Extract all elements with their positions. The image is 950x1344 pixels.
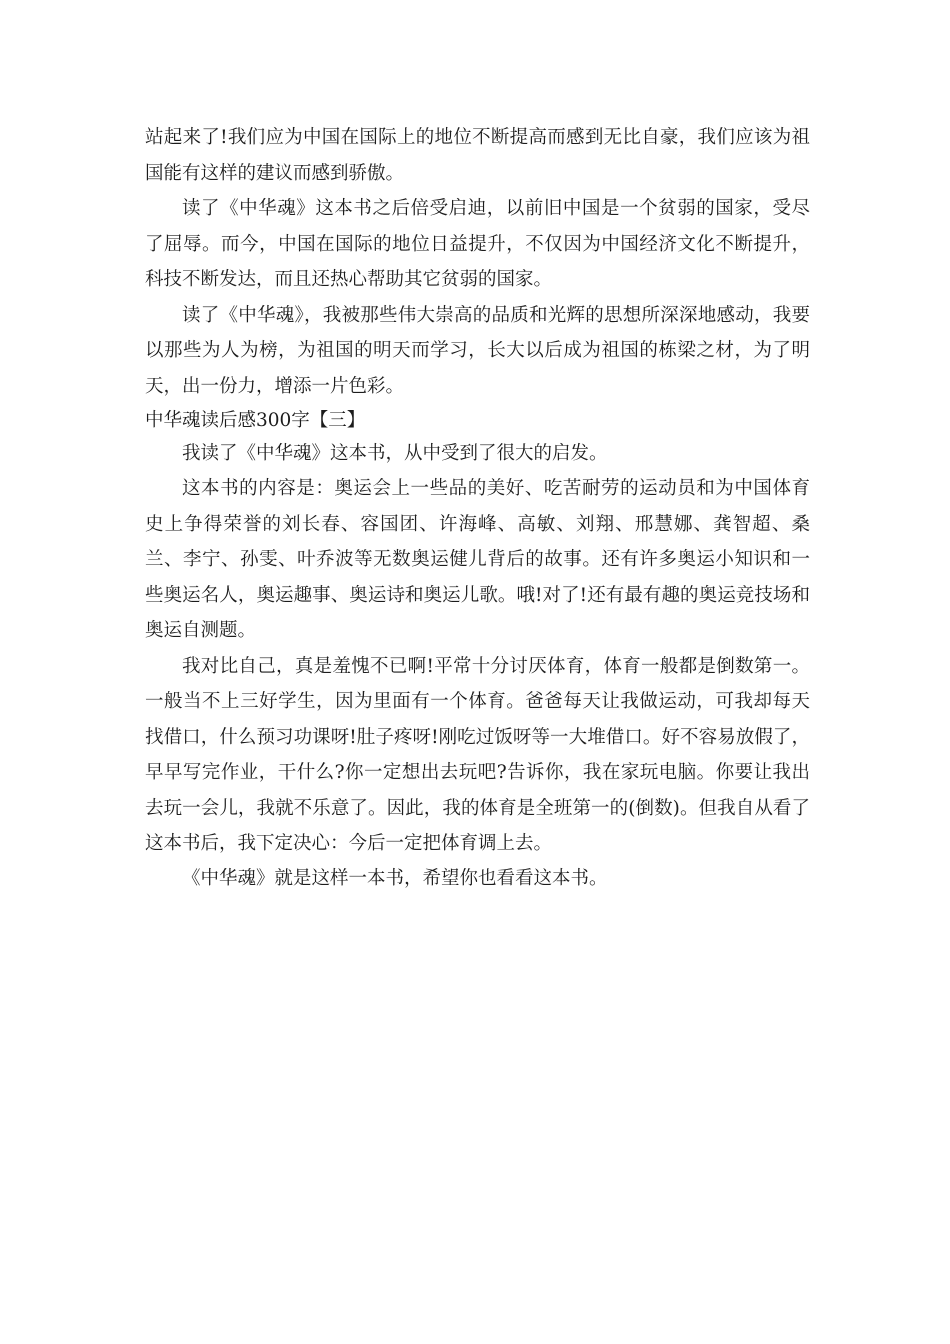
paragraph: 读了《中华魂》这本书之后倍受启迪，以前旧中国是一个贫弱的国家，受尽了屈辱。而今，中国在国际的地位日益提升，不仅因为中国经济文化不断提升，科技不断发达，而且还热心帮助其它贫弱的国家。 [145, 198, 810, 290]
paragraph: 《中华魂》就是这样一本书，希望你也看看这本书。 [182, 867, 608, 889]
paragraph: 这本书的内容是：奥运会上一些品的美好、吃苦耐劳的运动员和为中国体育史上争得荣誉的刘长春、容国团、许海峰、高敏、刘翔、邢慧娜、龚智超、桑兰、李宁、孙雯、叶乔波等无数奥运健儿背后的故事。还有许多奥运小知识和一些奥运名人，奥运趣事、奥运诗和奥运儿歌。哦!对了!还有最有趣的奥运竞技场和奥运自测题。 [145, 478, 810, 641]
paragraph: 我对比自己，真是羞愧不已啊!平常十分讨厌体育，体育一般都是倒数第一。一般当不上三好学生，因为里面有一个体育。爸爸每天让我做运动，可我却每天找借口，什么预习功课呀!肚子疼呀!刚吃过饭呀等一大堆借口。好不容易放假了，早早写完作业，干什么?你一定想出去玩吧?告诉你，我在家玩电脑。你要让我出去玩一会儿，我就不乐意了。因此，我的体育是全班第一的(倒数)。但我自从看了这本书后，我下定决心：今后一定把体育调上去。 [145, 655, 810, 854]
paragraph: 站起来了!我们应为中国在国际上的地位不断提高而感到无比自豪，我们应该为祖国能有这样的建议而感到骄傲。 [145, 127, 811, 184]
paragraph: 我读了《中华魂》这本书，从中受到了很大的启发。 [182, 443, 608, 464]
paragraph: 读了《中华魂》，我被那些伟大崇高的品质和光辉的思想所深深地感动，我要以那些为人为榜，为祖国的明天而学习，长大以后成为祖国的栋梁之材，为了明天，出一份力，增添一片色彩。 [145, 304, 810, 397]
section-heading: 中华魂读后感300字【三】 [145, 410, 366, 431]
document-body [145, 120, 810, 896]
